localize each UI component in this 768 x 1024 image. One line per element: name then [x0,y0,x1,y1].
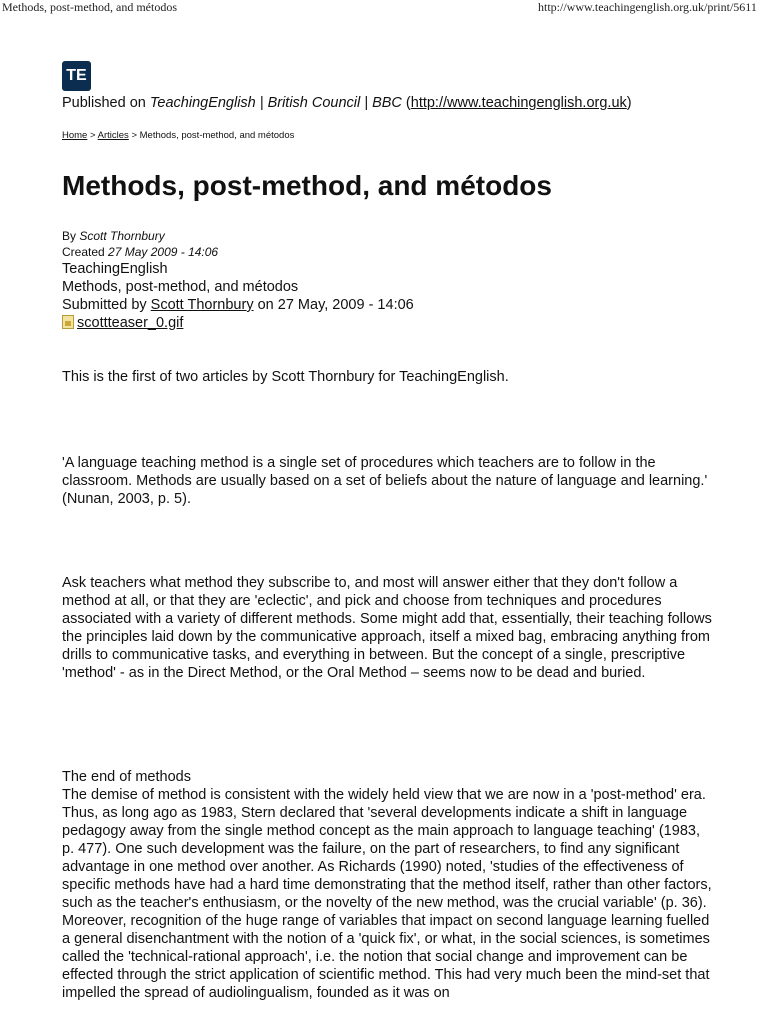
section-heading: The end of methods [62,769,191,785]
published-prefix: Published on [62,95,150,111]
published-open: ( [401,95,411,111]
author-link[interactable]: Scott Thornbury [150,297,254,313]
article-name: Methods, post-method, and métodos [62,279,299,295]
byline-label: By [62,229,80,243]
breadcrumb-articles-link[interactable]: Articles [97,130,129,141]
breadcrumb [62,130,294,141]
created-value: 27 May 2009 - 14:06 [108,245,219,259]
print-header-url: http://www.teachingenglish.org.uk/print/5611 [538,0,757,14]
submitted-suffix: on 27 May, 2009 - 14:06 [253,297,414,313]
breadcrumb-separator: > [128,130,140,141]
breadcrumb-home-link[interactable]: Home [62,130,88,141]
published-close: ) [626,95,632,111]
body-paragraph: Ask teachers what method they subscribe to, and most will answer either that they don't follow a method at all, or that they are 'eclectic', and pick and choose from techniques and procedures associated with a variety of different methods. Some might add that, essentially, their teaching follows the principles laid down by the communicative approach, itself a mixed bag, embracing anything from drills to communicative tasks, and everything in between. But the concept of a single, prescriptive 'method' - as in the Direct Method, or the Oral Method – seems now to be dead and buried. [62,575,712,681]
attachment [62,315,183,331]
print-header-title: Methods, post-method, and métodos [2,0,177,14]
quote-paragraph: 'A language teaching method is a single set of procedures which teachers are to follow in the classroom. Methods are usually based on a set of beliefs about the nature of language and learning.' (Nunan, 2003, p. 5). [62,455,708,507]
breadcrumb-separator: > [87,130,98,141]
print-header [0,0,768,16]
published-site: TeachingEnglish | British Council | BBC [149,95,402,111]
page-title: Methods, post-method, and métodos [62,170,552,201]
attachment-link[interactable]: scottteaser_0.gif [77,315,184,331]
teachingenglish-logo: TE [62,61,91,91]
intro-paragraph: This is the first of two articles by Scott Thornbury for TeachingEnglish. [62,369,509,385]
byline-author: Scott Thornbury [79,229,165,243]
created-label: Created [62,245,109,259]
submitted-line [62,297,414,313]
site-name: TeachingEnglish [62,261,168,277]
breadcrumb-current: Methods, post-method, and métodos [139,130,295,141]
site-url-link[interactable]: http://www.teachingenglish.org.uk [410,95,627,111]
published-line [62,95,632,111]
image-file-icon [62,315,74,329]
byline [62,229,165,243]
created-date [62,245,218,259]
body-paragraph: The demise of method is consistent with the widely held view that we are now in a 'post-method' era. Thus, as long ago as 1983, Stern declared that 'several developments indicate a shift in language pedagogy away from the single method concept as the main approach to language teaching' (1983, p. 477). One such development was the failure, on the part of researchers, to find any significant advantage in one method over another. As Richards (1990) noted, 'studies of the effectiveness of specific methods have had a hard time demonstrating that the method itself, rather than other factors, such as the teacher's enthusiasm, or the novelty of the new method, was the crucial variable' (p. 36). Moreover, recognition of the huge range of variables that impact on second language learning fuelled a general disenchantment with the notion of a 'quick fix', or what, in the social sciences, is sometimes called the 'technical-rational approach', i.e. the notion that social change and improvement can be effected through the strict application of scientific method. This had very much been the mind-set that impelled the spread of audiolingualism, founded as it was on [62,787,712,1001]
submitted-label: Submitted by [62,297,151,313]
